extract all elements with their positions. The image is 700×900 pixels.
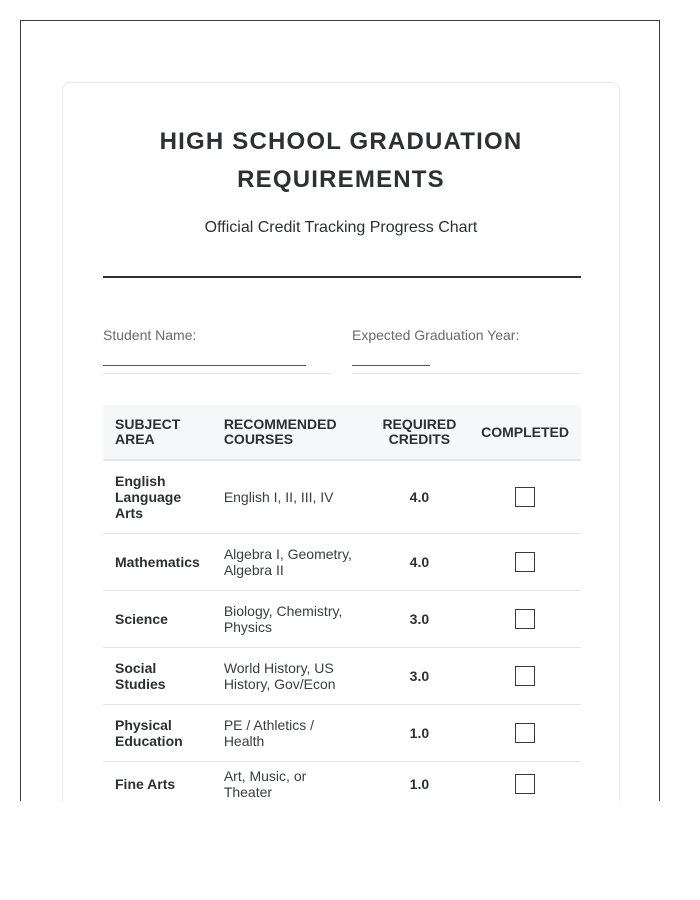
subject-cell: Fine Arts xyxy=(103,761,212,801)
title-line-1: HIGH SCHOOL GRADUATION xyxy=(159,128,523,155)
completed-cell xyxy=(469,590,581,647)
title-line-2: REQUIREMENTS xyxy=(237,166,445,193)
subject-cell: Social Studies xyxy=(103,647,212,704)
completed-checkbox[interactable] xyxy=(515,487,535,507)
requirements-table xyxy=(103,405,581,801)
completed-checkbox[interactable] xyxy=(515,666,535,686)
table-row xyxy=(103,533,581,590)
completed-cell xyxy=(469,460,581,533)
courses-cell: English I, II, III, IV xyxy=(212,460,370,533)
courses-cell: Art, Music, or Theater xyxy=(212,761,370,801)
table-row xyxy=(103,460,581,533)
completed-cell xyxy=(469,704,581,761)
graduation-year-field[interactable] xyxy=(352,365,430,366)
credits-cell: 4.0 xyxy=(370,533,469,590)
subject-cell: Science xyxy=(103,590,212,647)
completed-checkbox[interactable] xyxy=(515,774,535,794)
header-recommended-courses: RECOMMENDED COURSES xyxy=(212,405,370,460)
student-name-field[interactable] xyxy=(103,365,306,366)
table-row xyxy=(103,761,581,801)
table-header-row xyxy=(103,405,581,460)
courses-cell: PE / Athletics / Health xyxy=(212,704,370,761)
completed-checkbox[interactable] xyxy=(515,609,535,629)
courses-cell: Algebra I, Geometry, Algebra II xyxy=(212,533,370,590)
credits-cell: 3.0 xyxy=(370,590,469,647)
completed-checkbox[interactable] xyxy=(515,723,535,743)
credits-cell: 3.0 xyxy=(370,647,469,704)
completed-cell xyxy=(469,761,581,801)
completed-cell xyxy=(469,647,581,704)
header-subject-area: SUBJECT AREA xyxy=(103,405,212,460)
graduation-year-divider xyxy=(352,373,581,374)
header-completed: COMPLETED xyxy=(469,405,581,460)
subject-cell: Mathematics xyxy=(103,533,212,590)
title-divider xyxy=(103,276,581,278)
table-row xyxy=(103,647,581,704)
page-subtitle: Official Credit Tracking Progress Chart xyxy=(204,219,478,236)
requirements-card xyxy=(62,82,620,801)
completed-checkbox[interactable] xyxy=(515,552,535,572)
student-name-label: Student Name: xyxy=(103,327,197,343)
completed-cell xyxy=(469,533,581,590)
credits-cell: 4.0 xyxy=(370,460,469,533)
page-title xyxy=(63,123,619,199)
header-required-credits: REQUIRED CREDITS xyxy=(370,405,469,460)
table-row xyxy=(103,704,581,761)
page-frame xyxy=(20,20,660,801)
subject-cell: Physical Education xyxy=(103,704,212,761)
courses-cell: World History, US History, Gov/Econ xyxy=(212,647,370,704)
courses-cell: Biology, Chemistry, Physics xyxy=(212,590,370,647)
credits-cell: 1.0 xyxy=(370,761,469,801)
table-row xyxy=(103,590,581,647)
credits-cell: 1.0 xyxy=(370,704,469,761)
subject-cell: English Language Arts xyxy=(103,460,212,533)
student-name-divider xyxy=(103,373,331,374)
graduation-year-label: Expected Graduation Year: xyxy=(352,327,520,343)
